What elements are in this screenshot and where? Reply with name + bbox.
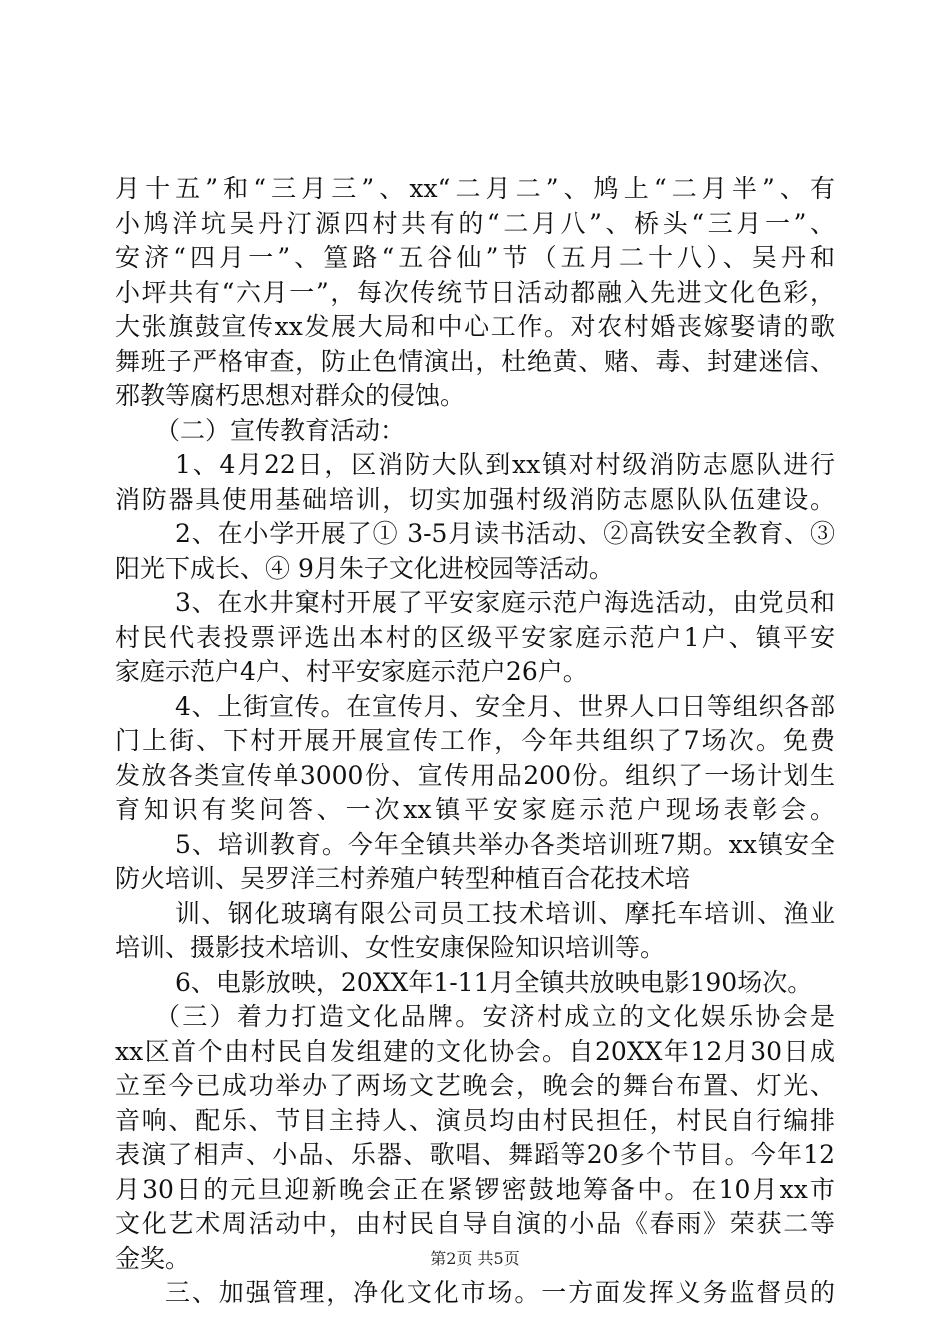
text-line: 金奖。: [115, 1243, 191, 1273]
text-line: （三）着力打造文化品牌。安济村成立的文化娱乐协会是: [155, 1002, 835, 1031]
text-line: 三、加强管理，净化文化市场。一方面发挥义务监督员的: [165, 1278, 835, 1307]
page-footer: 第2页 共5页: [430, 1249, 520, 1268]
text-line: 育知识有奖问答、一次xx镇平安家庭示范户现场表彰会。: [115, 795, 835, 824]
text-line: 邪教等腐朽思想对群众的侵蚀。: [115, 381, 466, 410]
text-line: 安济“四月一”、篁路“五谷仙”节（五月二十八）、吴丹和: [115, 243, 835, 272]
text-line: 小坪共有“六月一”，每次传统节日活动都融入先进文化色彩，: [115, 277, 835, 307]
document-body: [115, 172, 835, 1311]
text-line: 阳光下成长、④ 9月朱子文化进校园等活动。: [115, 553, 614, 583]
text-line: 4、上街宣传。在宣传月、安全月、世界人口日等组织各部: [175, 691, 835, 721]
text-line: 小鸠洋坑吴丹汀源四村共有的“二月八”、桥头“三月一”、: [115, 208, 835, 238]
text-line: 月30日的元旦迎新晚会正在紧锣密鼓地筹备中。在10月xx市: [115, 1174, 835, 1204]
text-line: 6、电影放映，20XX年1-11月全镇共放映电影190场次。: [175, 967, 813, 997]
text-line: 发放各类宣传单3000份、宣传用品200份。组织了一场计划生: [115, 760, 835, 790]
text-line: 音响、配乐、节目主持人、演员均由村民担任，村民自行编排: [115, 1105, 835, 1135]
text-line: 月十五”和“三月三”、xx“二月二”、鸠上“二月半”、有: [115, 174, 835, 203]
text-line: 家庭示范户4户、村平安家庭示范户26户。: [115, 657, 588, 686]
text-line: 消防器具使用基础培训，切实加强村级消防志愿队队伍建设。: [115, 484, 835, 514]
text-line: 防火培训、吴罗洋三村养殖户转型种植百合花技术培: [115, 864, 691, 893]
text-line: 3、在水井窠村开展了平安家庭示范户海选活动，由党员和: [175, 588, 835, 617]
text-line: （二）宣传教育活动：: [155, 415, 406, 445]
text-line: 大张旗鼓宣传xx发展大局和中心工作。对农村婚丧嫁娶请的歌: [115, 312, 835, 341]
text-line: 2、在小学开展了① 3-5月读书活动、②高铁安全教育、③: [175, 519, 835, 548]
text-line: 培训、摄影技术培训、女性安康保险知识培训等。: [115, 933, 666, 962]
text-line: 立至今已成功举办了两场文艺晚会，晚会的舞台布置、灯光、: [115, 1071, 835, 1100]
text-line: xx区首个由村民自发组建的文化协会。自20XX年12月30日成: [115, 1036, 835, 1066]
text-line: 1、4月22日，区消防大队到xx镇对村级消防志愿队进行: [175, 450, 835, 479]
text-line: 5、培训教育。今年全镇共举办各类培训班7期。xx镇安全: [175, 829, 835, 859]
text-line: 表演了相声、小品、乐器、歌唱、舞蹈等20多个节目。今年12: [115, 1140, 835, 1169]
text-line: 门上街、下村开展开展宣传工作，今年共组织了7场次。免费: [115, 726, 835, 755]
text-line: 训、钢化玻璃有限公司员工技术培训、摩托车培训、渔业: [175, 898, 835, 928]
text-line: 村民代表投票评选出本村的区级平安家庭示范户1户、镇平安: [115, 622, 835, 652]
text-line: 舞班子严格审查，防止色情演出，杜绝黄、赌、毒、封建迷信、: [115, 346, 835, 376]
text-line: 文化艺术周活动中，由村民自导自演的小品《春雨》荣获二等: [115, 1209, 835, 1238]
